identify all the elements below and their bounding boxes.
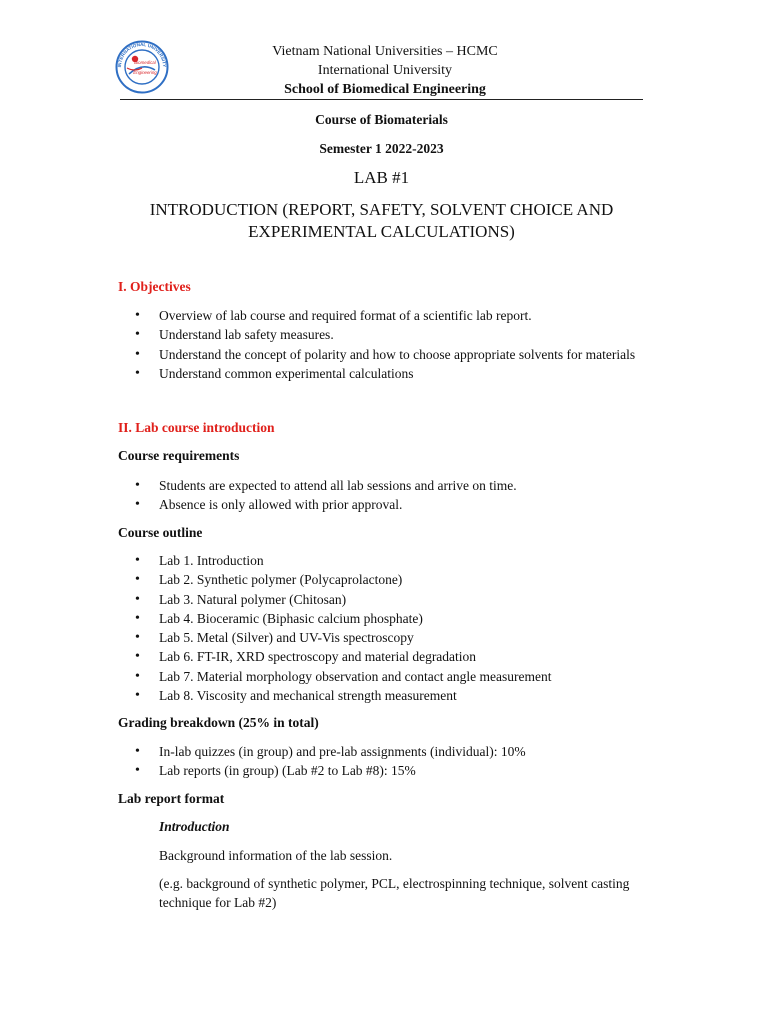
list-item: • Lab 3. Natural polymer (Chitosan) <box>135 590 552 609</box>
list-item: • Lab 1. Introduction <box>135 551 552 570</box>
outline-list <box>135 551 552 705</box>
intro-heading: II. Lab course introduction <box>118 420 275 435</box>
objectives-heading: I. Objectives <box>118 279 191 294</box>
list-item: • Lab 2. Synthetic polymer (Polycaprolactone) <box>135 570 552 589</box>
semester: Semester 1 2022-2023 <box>319 141 444 156</box>
header-line-3: School of Biomedical Engineering <box>284 82 486 97</box>
requirements-list <box>135 476 517 515</box>
objectives-list <box>135 306 635 383</box>
lab-title-line-2: EXPERIMENTAL CALCULATIONS) <box>248 222 515 241</box>
outline-heading: Course outline <box>118 525 203 540</box>
course-name: Course of Biomaterials <box>315 112 448 127</box>
logo-ring-text: INTERNATIONAL UNIVERSITY <box>116 41 168 68</box>
list-item: • Lab 6. FT-IR, XRD spectroscopy and material degradation <box>135 647 552 666</box>
list-item: • Overview of lab course and required format of a scientific lab report. <box>135 306 635 325</box>
logo-text-biomedical: Biomedical <box>134 60 156 65</box>
document-header <box>200 42 570 99</box>
list-item: • Lab 5. Metal (Silver) and UV-Vis spectroscopy <box>135 628 552 647</box>
lab-number: LAB #1 <box>353 168 410 187</box>
list-item: • Students are expected to attend all lab sessions and arrive on time. <box>135 476 517 495</box>
university-logo <box>115 40 169 94</box>
list-item: • In-lab quizzes (in group) and pre-lab assignments (individual): 10% <box>135 742 526 761</box>
grading-heading: Grading breakdown (25% in total) <box>118 715 319 730</box>
grading-list <box>135 742 526 781</box>
requirements-heading: Course requirements <box>118 448 240 463</box>
header-line-2: International University <box>317 63 453 78</box>
list-item: • Understand the concept of polarity and how to choose appropriate solvents for materials <box>135 345 635 364</box>
report-format-heading: Lab report format <box>118 791 225 806</box>
list-item: • Lab 4. Bioceramic (Biphasic calcium phosphate) <box>135 609 552 628</box>
logo-text-engineering: Engineering <box>133 70 157 75</box>
list-item: • Lab 8. Viscosity and mechanical strength measurement <box>135 686 552 705</box>
introduction-paragraph-1: Background information of the lab session. <box>159 848 393 863</box>
introduction-subheading: Introduction <box>159 819 230 834</box>
list-item: • Understand lab safety measures. <box>135 325 635 344</box>
list-item: • Lab 7. Material morphology observation and contact angle measurement <box>135 667 552 686</box>
list-item: • Lab reports (in group) (Lab #2 to Lab #8): 15% <box>135 761 526 780</box>
header-line-1: Vietnam National Universities – HCMC <box>272 44 498 59</box>
lab-title <box>120 199 643 243</box>
introduction-paragraph-2: (e.g. background of synthetic polymer, PCL, electrospinning technique, solvent casting technique for Lab #2) <box>159 876 630 910</box>
header-rule <box>120 99 643 100</box>
list-item: • Absence is only allowed with prior approval. <box>135 495 517 514</box>
list-item: • Understand common experimental calculations <box>135 364 635 383</box>
lab-title-line-1: INTRODUCTION (REPORT, SAFETY, SOLVENT CHOICE AND <box>149 200 614 219</box>
